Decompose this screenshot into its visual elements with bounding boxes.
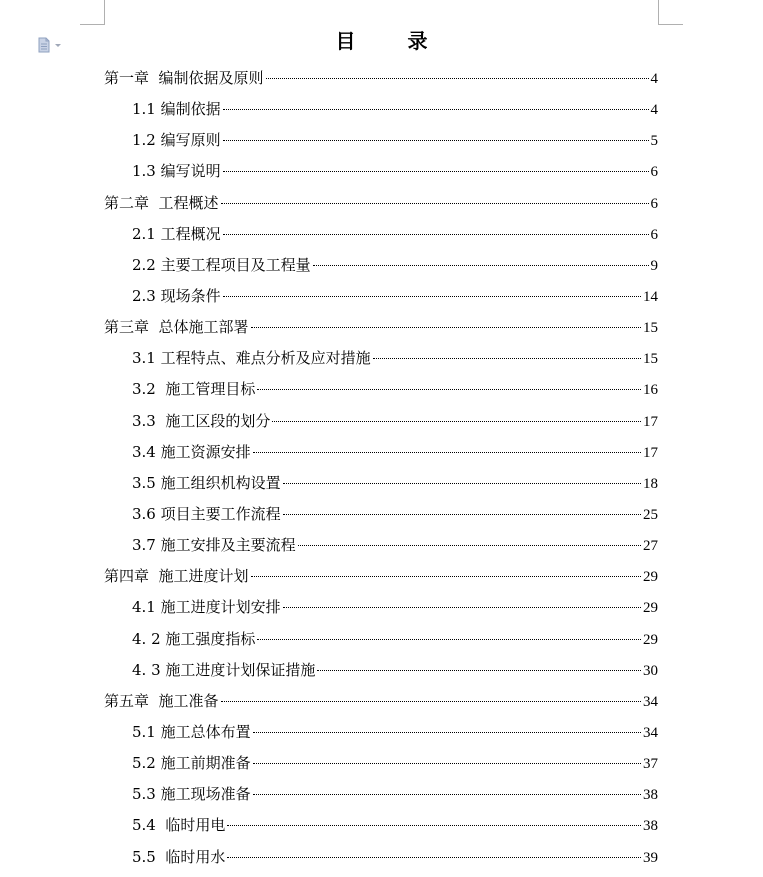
toc-dot-leader — [253, 794, 641, 795]
toc-dot-leader — [298, 545, 641, 546]
toc-entry-title: 第一章 编制依据及原则 — [104, 69, 264, 87]
toc-page-number: 30 — [643, 662, 658, 679]
toc-section-entry[interactable] — [104, 281, 658, 312]
toc-entry-title: 3.5 施工组织机构设置 — [132, 473, 281, 492]
toc-chapter-entry[interactable] — [104, 561, 658, 592]
toc-page-number: 39 — [643, 849, 658, 866]
toc-dot-leader — [223, 234, 649, 235]
toc-page-number: 37 — [643, 756, 658, 773]
toc-section-entry[interactable] — [104, 94, 658, 125]
toc-section-entry[interactable] — [104, 842, 658, 873]
toc-section-entry[interactable] — [104, 499, 658, 530]
toc-entry-title: 4. 2 施工强度指标 — [132, 629, 256, 648]
toc-page-number: 9 — [650, 257, 658, 274]
toc-page-number: 34 — [643, 693, 658, 710]
page-corner-mark-left — [80, 0, 105, 25]
toc-chapter-entry[interactable] — [104, 188, 658, 219]
toc-chapter-entry[interactable] — [104, 312, 658, 343]
toc-section-entry[interactable] — [104, 156, 658, 187]
toc-dot-leader — [266, 78, 649, 79]
toc-dot-leader — [313, 265, 649, 266]
toc-entry-title: 3.7 施工安排及主要流程 — [132, 536, 296, 555]
toc-page-number: 6 — [650, 195, 658, 212]
toc-dot-leader — [257, 389, 641, 390]
toc-chapter-entry[interactable] — [104, 686, 658, 717]
toc-page-number: 38 — [643, 818, 658, 835]
toc-section-entry[interactable] — [104, 219, 658, 250]
toc-section-entry[interactable] — [104, 717, 658, 748]
toc-page-number: 17 — [643, 413, 658, 430]
toc-page-number: 29 — [643, 569, 658, 586]
toc-entry-title: 第四章 施工进度计划 — [104, 567, 249, 586]
toc-entry-title: 第五章 施工准备 — [104, 691, 219, 710]
page-title: 目录 — [335, 29, 480, 53]
toc-page-number: 17 — [643, 444, 658, 461]
toc-dot-leader — [283, 607, 641, 608]
toc-entry-title: 3.3 施工区段的划分 — [132, 411, 271, 430]
toc-entry-title: 2.3 现场条件 — [132, 286, 221, 305]
toc-section-entry[interactable] — [104, 374, 658, 405]
toc-page-number: 4 — [650, 71, 658, 87]
toc-entry-title: 5.4 临时用电 — [132, 816, 226, 835]
toc-dot-leader — [227, 857, 641, 858]
toc-section-entry[interactable] — [104, 748, 658, 779]
toc-section-entry[interactable] — [104, 592, 658, 623]
toc-section-entry[interactable] — [104, 810, 658, 841]
toc-dot-leader — [223, 109, 649, 110]
toc-section-entry[interactable] — [104, 125, 658, 156]
toc-dot-leader — [221, 701, 641, 702]
toc-page-number: 6 — [650, 226, 658, 243]
toc-entry-title: 第二章 工程概述 — [104, 193, 219, 212]
toc-page-number: 5 — [650, 133, 658, 150]
toc-page-number: 6 — [650, 164, 658, 181]
toc-entry-title: 5.5 临时用水 — [132, 847, 226, 866]
toc-dot-leader — [223, 296, 641, 297]
toc-entry-title: 3.1 工程特点、难点分析及应对措施 — [132, 349, 371, 368]
toc-page-number: 38 — [643, 787, 658, 804]
toc-page-number: 27 — [643, 538, 658, 555]
toc-entry-title: 5.1 施工总体布置 — [132, 722, 251, 741]
toc-section-entry[interactable] — [104, 530, 658, 561]
toc-dot-leader — [227, 825, 641, 826]
toc-dot-leader — [221, 203, 649, 204]
toc-page-number: 18 — [643, 475, 658, 492]
toc-section-entry[interactable] — [104, 624, 658, 655]
toc-dot-leader — [223, 171, 649, 172]
toc-entry-title: 2.2 主要工程项目及工程量 — [132, 255, 311, 274]
toc-entry-title: 4.1 施工进度计划安排 — [132, 598, 281, 617]
toc-entry-title: 2.1 工程概况 — [132, 224, 221, 243]
toc-section-entry[interactable] — [104, 437, 658, 468]
toc-dot-leader — [272, 421, 641, 422]
toc-page-number: 15 — [643, 320, 658, 337]
toc-dot-leader — [253, 732, 641, 733]
toc-page-number: 29 — [643, 631, 658, 648]
page-corner-mark-right — [658, 0, 683, 25]
toc-dot-leader — [251, 327, 641, 328]
toc-page-number: 16 — [643, 382, 658, 399]
toc-section-entry[interactable] — [104, 779, 658, 810]
toc-dot-leader — [373, 358, 641, 359]
toc-entry-title: 5.3 施工现场准备 — [132, 785, 251, 804]
toc-dot-leader — [317, 670, 641, 671]
toc-entry-title: 1.3 编写说明 — [132, 162, 221, 181]
toc-entry-title: 5.2 施工前期准备 — [132, 754, 251, 773]
toc-section-entry[interactable] — [104, 406, 658, 437]
toc-dot-leader — [253, 763, 641, 764]
toc-dot-leader — [251, 576, 641, 577]
toc-dot-leader — [253, 452, 641, 453]
table-of-contents — [104, 63, 658, 873]
toc-page-number: 15 — [643, 351, 658, 368]
toc-dot-leader — [257, 639, 641, 640]
toc-entry-title: 第三章 总体施工部署 — [104, 318, 249, 337]
toc-page-number: 14 — [643, 288, 658, 305]
toc-section-entry[interactable] — [104, 468, 658, 499]
toc-page-number: 29 — [643, 600, 658, 617]
toc-section-entry[interactable] — [104, 655, 658, 686]
toc-entry-title: 3.4 施工资源安排 — [132, 442, 251, 461]
toc-section-entry[interactable] — [104, 250, 658, 281]
toc-page-number: 4 — [650, 102, 658, 119]
toc-section-entry[interactable] — [104, 343, 658, 374]
toc-entry-title: 3.2 施工管理目标 — [132, 380, 256, 399]
toc-page-number: 34 — [643, 724, 658, 741]
toc-dot-leader — [283, 483, 641, 484]
toc-dot-leader — [283, 514, 641, 515]
toc-entry-title: 1.1 编制依据 — [132, 100, 221, 119]
toc-entry-title: 4. 3 施工进度计划保证措施 — [132, 660, 316, 679]
toc-entry-title: 1.2 编写原则 — [132, 131, 221, 150]
toc-dot-leader — [223, 140, 649, 141]
toc-chapter-entry[interactable] — [104, 63, 658, 94]
toc-entry-title: 3.6 项目主要工作流程 — [132, 504, 281, 523]
toc-page-number: 25 — [643, 506, 658, 523]
